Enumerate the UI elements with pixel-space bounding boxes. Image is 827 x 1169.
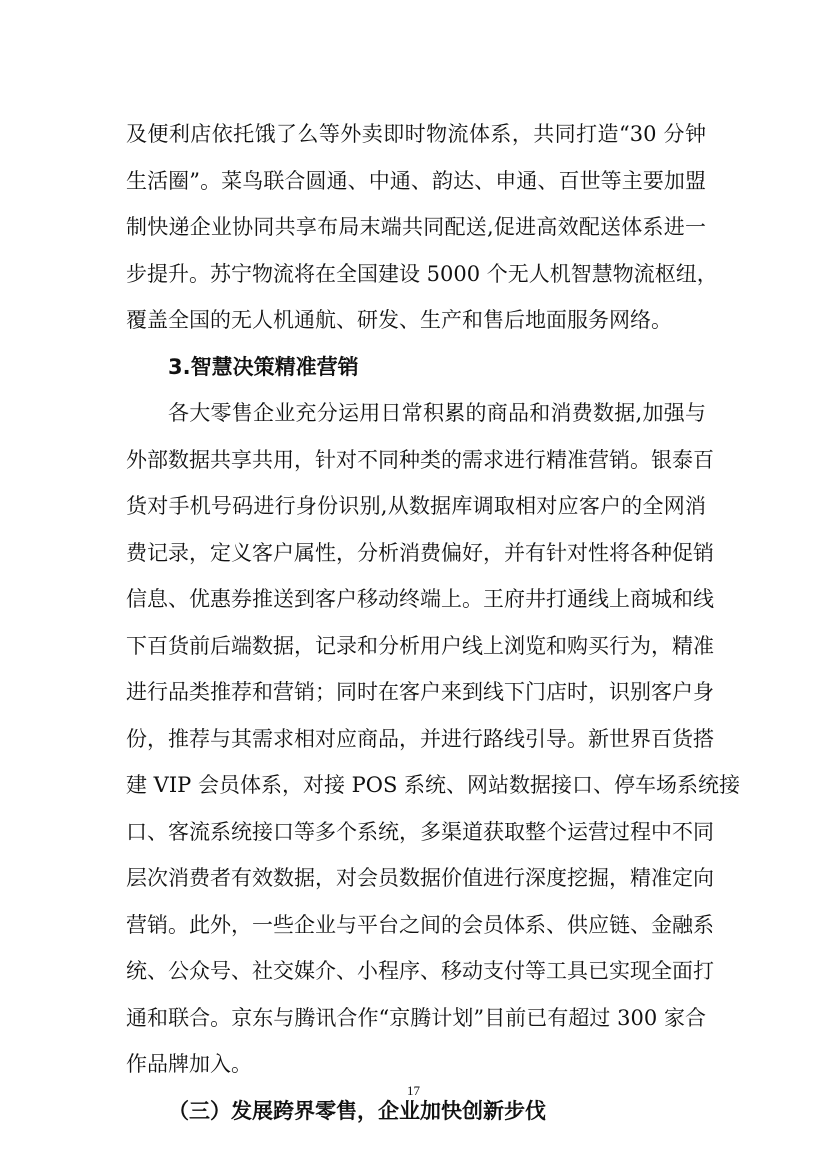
paragraph-line: 信息、优惠券推送到客户移动终端上。王府井打通线上商城和线: [126, 587, 714, 611]
paragraph-line: 统、公众号、社交媒介、小程序、移动支付等工具已实现全面打: [126, 959, 714, 983]
paragraph-line: 作品牌加入。: [126, 1052, 252, 1076]
paragraph-line: 外部数据共享共用，针对不同种类的需求进行精准营销。银泰百: [126, 448, 714, 472]
paragraph-line: 覆盖全国的无人机通航、研发、生产和售后地面服务网络。: [126, 308, 672, 332]
paragraph-line: 及便利店依托饿了么等外卖即时物流体系，共同打造“30 分钟: [126, 122, 706, 146]
paragraph-line: 营销。此外，一些企业与平台之间的会员体系、供应链、金融系: [126, 913, 714, 937]
paragraph-line: 生活圈”。菜鸟联合圆通、中通、韵达、申通、百世等主要加盟: [126, 169, 706, 193]
section-heading: （三）发展跨界零售，企业加快创新步伐: [168, 1099, 546, 1123]
paragraph-line: 份，推荐与其需求相对应商品，并进行路线引导。新世界百货搭: [126, 727, 714, 751]
paragraph-line: 各大零售企业充分运用日常积累的商品和消费数据,加强与: [168, 401, 706, 425]
paragraph-line: 货对手机号码进行身份识别,从数据库调取相对应客户的全网消: [126, 494, 706, 518]
paragraph-line: 费记录，定义客户属性，分析消费偏好，并有针对性将各种促销: [126, 541, 714, 565]
paragraph-line: 建 VIP 会员体系，对接 POS 系统、网站数据接口、停车场系统接: [126, 773, 741, 797]
page-number: 17: [407, 1083, 420, 1098]
paragraph-line: 下百货前后端数据，记录和分析用户线上浏览和购买行为，精准: [126, 634, 714, 658]
paragraph-line: 口、客流系统接口等多个系统，多渠道获取整个运营过程中不同: [126, 820, 714, 844]
paragraph-line: 制快递企业协同共享布局末端共同配送,促进高效配送体系进一: [126, 215, 706, 239]
paragraph-line: 层次消费者有效数据，对会员数据价值进行深度挖掘，精准定向: [126, 866, 714, 890]
paragraph-line: 进行品类推荐和营销；同时在客户来到线下门店时，识别客户身: [126, 680, 714, 704]
paragraph-line: 步提升。苏宁物流将在全国建设 5000 个无人机智慧物流枢纽，: [126, 262, 718, 286]
paragraph-line: 通和联合。京东与腾讯合作“京腾计划”目前已有超过 300 家合: [126, 1006, 706, 1030]
subsection-heading: 3.智慧决策精准营销: [168, 355, 359, 379]
